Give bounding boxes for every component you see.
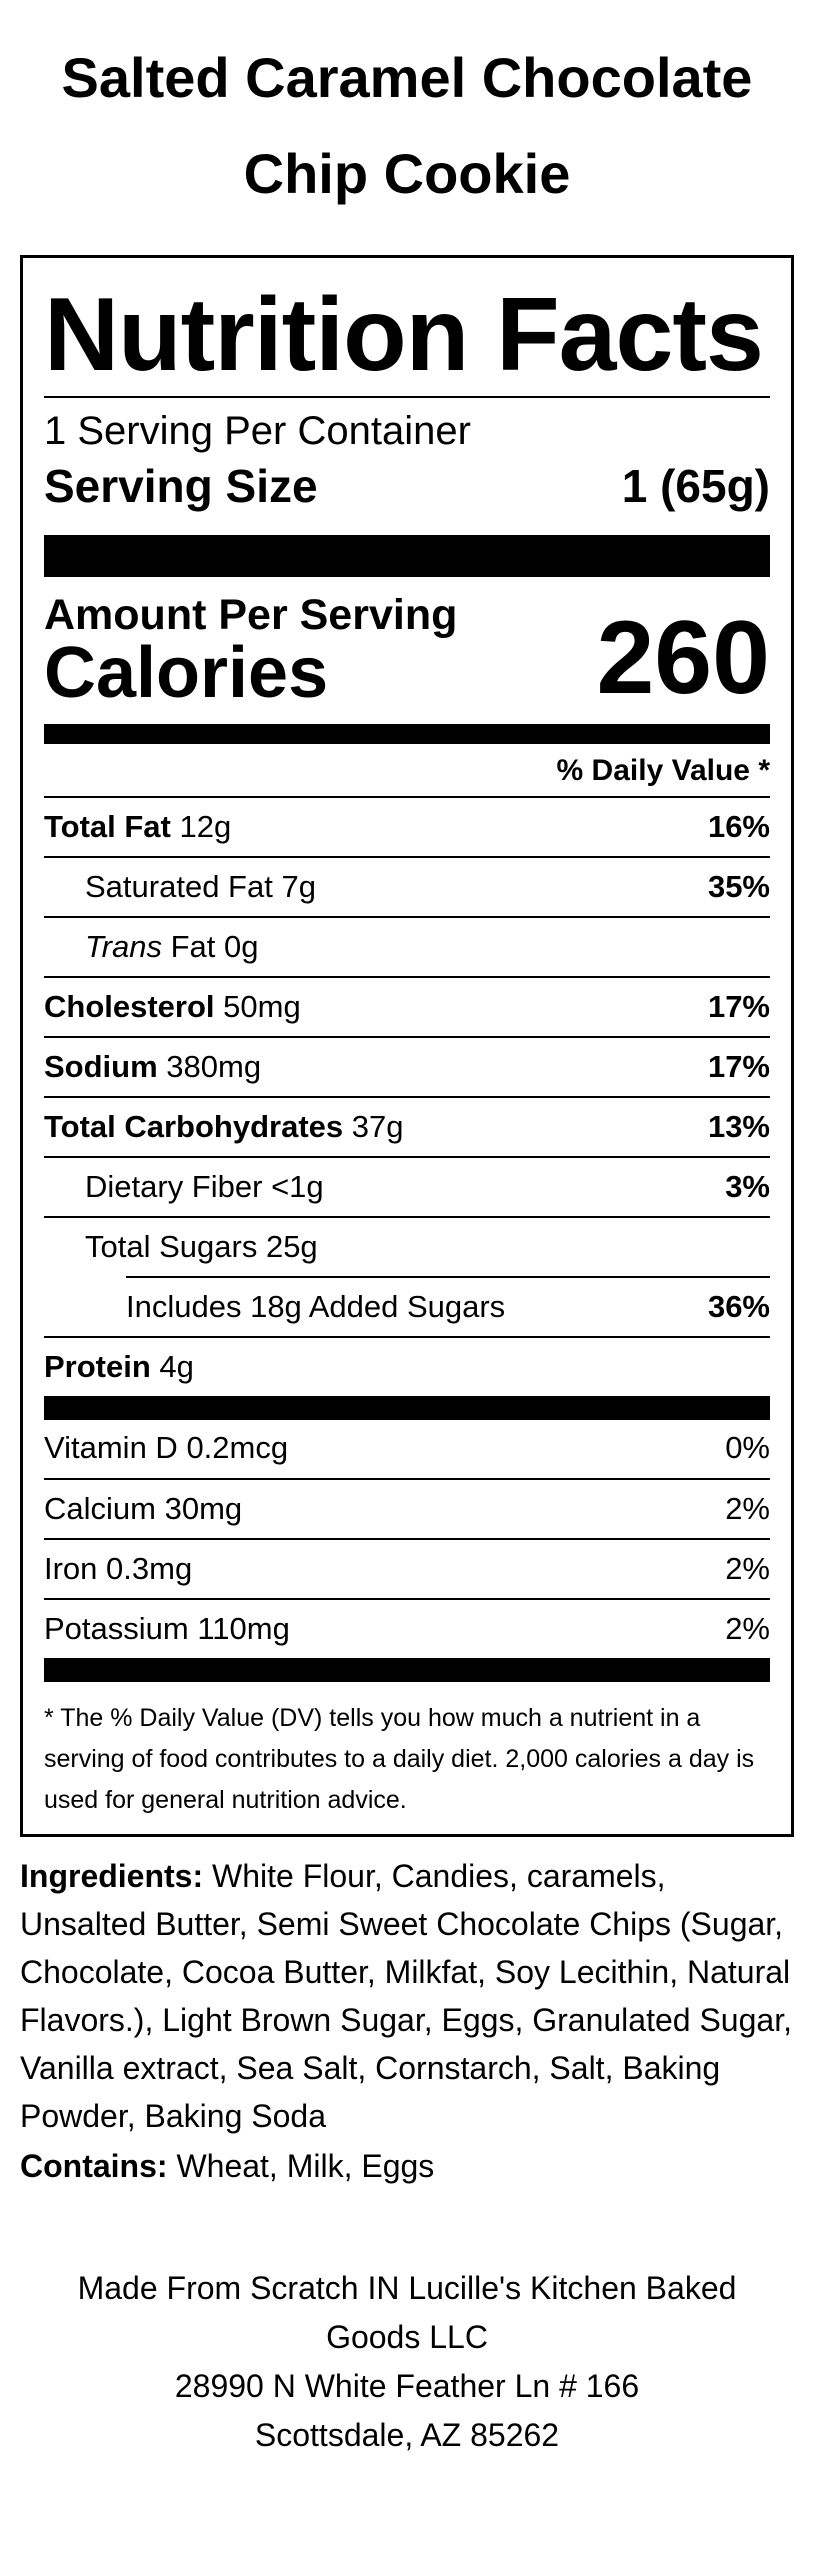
serving-size-value: 1 (65g) xyxy=(621,460,770,512)
maker-line3: 28990 N White Feather Ln # 166 xyxy=(174,2368,640,2404)
contains-label: Contains: xyxy=(20,2148,168,2184)
nutrient-name: Protein xyxy=(44,1349,151,1384)
nutrient-name-suffix: Fat xyxy=(170,929,216,964)
maker-line4: Scottsdale, AZ 85262 xyxy=(254,2417,560,2453)
nutrient-amount: 12g xyxy=(179,809,232,844)
contains-text: Wheat, Milk, Eggs xyxy=(176,2148,435,2184)
heading-divider xyxy=(44,396,770,398)
nutrient-dv: 16% xyxy=(707,809,770,844)
nutrient-row-added-sugars xyxy=(126,1276,770,1336)
serving-size-row xyxy=(44,460,770,512)
product-title-line2: Chip Cookie xyxy=(243,142,571,205)
vitamin-name: Iron xyxy=(44,1551,98,1586)
nutrient-row-protein xyxy=(44,1336,770,1396)
serving-size-label: Serving Size xyxy=(44,460,318,512)
nutrient-row-trans-fat xyxy=(44,916,770,976)
allergen-statement xyxy=(20,2142,800,2190)
maker-address xyxy=(0,2264,814,2460)
nutrient-name: Sodium xyxy=(44,1049,158,1084)
nutrient-row-cholesterol xyxy=(44,976,770,1036)
nutrient-name: Total Carbohydrates xyxy=(44,1109,344,1144)
nutrient-amount: 380mg xyxy=(166,1049,262,1084)
nutrient-amount: 0g xyxy=(224,929,259,964)
product-title-line1: Salted Caramel Chocolate xyxy=(61,46,753,109)
vitamin-dv: 2% xyxy=(725,1611,770,1646)
calories-label: Calories xyxy=(44,633,329,713)
maker-line2: Goods LLC xyxy=(326,2319,488,2355)
nutrient-dv: 17% xyxy=(707,1049,770,1084)
ingredients-label: Ingredients: xyxy=(20,1858,204,1894)
vitamins-divider xyxy=(44,1396,770,1420)
nutrient-dv: 3% xyxy=(725,1169,770,1204)
ingredients-text: White Flour, Candies, caramels, Unsalted Butter, Semi Sweet Chocolate Chips (Sugar, Chocolate, Cocoa Butter, Milkfat, Soy Lecithin, Natural Flavors.), Light Brown Sugar, Eggs, Granulated Sugar, Vanilla extract, Sea Salt, Cornstarch, Salt, Baking Powder, Baking Soda xyxy=(20,1858,792,2134)
nutrient-amount: 37g xyxy=(351,1109,404,1144)
nutrient-amount: 25g xyxy=(265,1229,318,1264)
amount-per-serving: Amount Per Serving xyxy=(44,591,458,639)
nutrition-facts-panel xyxy=(20,255,794,1837)
vitamin-dv: 0% xyxy=(725,1430,770,1465)
nutrient-amount: <1g xyxy=(271,1169,324,1204)
nutrient-row-total-carbohydrates xyxy=(44,1096,770,1156)
vitamin-amount: 110mg xyxy=(197,1611,290,1646)
nutrient-row-dietary-fiber xyxy=(44,1156,770,1216)
nutrient-name: Trans xyxy=(85,929,162,964)
nutrient-amount: 4g xyxy=(159,1349,194,1384)
nutrient-row-total-sugars xyxy=(44,1216,770,1276)
nutrient-amount: 7g xyxy=(281,869,316,904)
product-title xyxy=(0,30,814,222)
calories-divider xyxy=(44,724,770,744)
nutrient-name: Total Sugars xyxy=(85,1229,258,1264)
footnote-divider xyxy=(44,1658,770,1682)
thick-divider-top xyxy=(44,535,770,577)
nutrient-name: Includes 18g Added Sugars xyxy=(126,1289,506,1324)
vitamin-name: Potassium xyxy=(44,1611,189,1646)
calories-value: 260 xyxy=(596,600,770,716)
nutrient-name: Total Fat xyxy=(44,809,171,844)
vitamin-row-vitamin-d xyxy=(44,1418,770,1478)
nutrient-dv: 36% xyxy=(707,1289,770,1324)
nutrient-dv: 13% xyxy=(707,1109,770,1144)
vitamin-row-potassium xyxy=(44,1598,770,1658)
vitamin-name: Vitamin D xyxy=(44,1430,178,1465)
nutrient-row-total-fat xyxy=(44,796,770,856)
vitamin-row-iron xyxy=(44,1538,770,1598)
vitamin-dv: 2% xyxy=(725,1551,770,1586)
maker-line1: Made From Scratch IN Lucille's Kitchen Baked xyxy=(77,2270,737,2306)
nutrient-dv: 17% xyxy=(707,989,770,1024)
vitamin-name: Calcium xyxy=(44,1491,156,1526)
nutrient-name: Cholesterol xyxy=(44,989,215,1024)
daily-value-footnote: * The % Daily Value (DV) tells you how much a nutrient in a serving of food contributes to a daily diet. 2,000 calories a day is used for general nutrition advice. xyxy=(44,1704,755,1814)
nutrient-row-saturated-fat xyxy=(44,856,770,916)
nutrient-name: Dietary Fiber xyxy=(85,1169,263,1204)
ingredients-statement xyxy=(20,1852,800,2140)
vitamin-amount: 0.3mg xyxy=(106,1551,193,1586)
nutrition-facts-heading: Nutrition Facts xyxy=(44,277,763,393)
vitamin-amount: 0.2mcg xyxy=(186,1430,289,1465)
servings-per-container: 1 Serving Per Container xyxy=(44,409,471,453)
daily-value-header: % Daily Value * xyxy=(556,754,770,787)
nutrient-amount: 50mg xyxy=(223,989,301,1024)
nutrient-row-sodium xyxy=(44,1036,770,1096)
vitamin-row-calcium xyxy=(44,1478,770,1538)
nutrient-dv: 35% xyxy=(707,869,770,904)
vitamin-dv: 2% xyxy=(725,1491,770,1526)
nutrient-name: Saturated Fat xyxy=(85,869,273,904)
vitamin-amount: 30mg xyxy=(164,1491,243,1526)
